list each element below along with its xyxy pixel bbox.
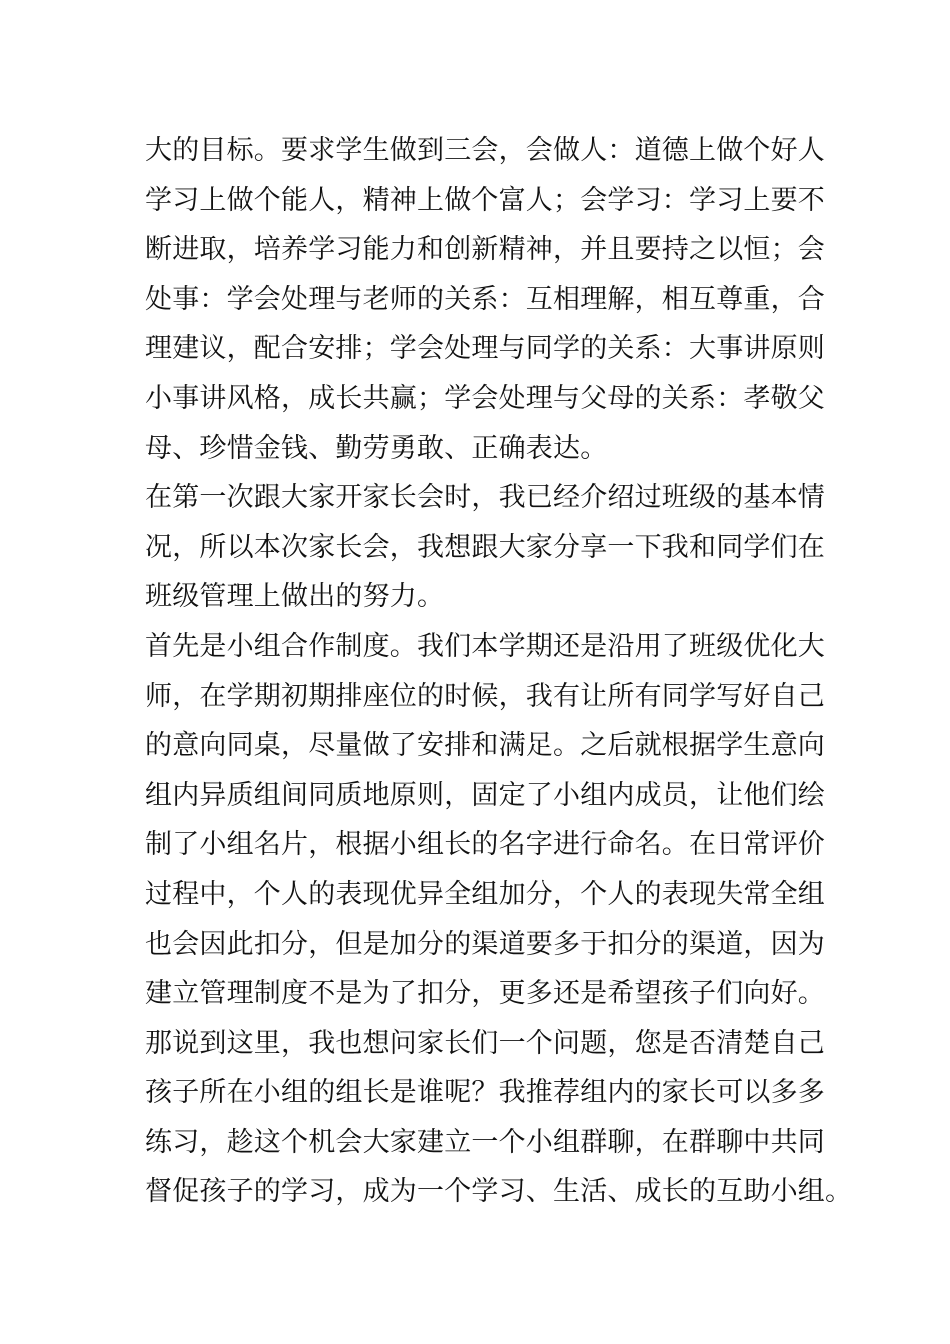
text-line-21: 练习，趁这个机会大家建立一个小组群聊，在群聊中共同 [145,1126,825,1158]
body-text [145,126,853,1217]
text-line-19: 那说到这里，我也想问家长们一个问题，您是否清楚自己 [145,1027,825,1059]
text-line-16: 过程中，个人的表现优异全组加分，个人的表现失常全组 [145,878,825,910]
text-line-20: 孩子所在小组的组长是谁呢？我推荐组内的家长可以多多 [145,1077,825,1109]
text-line-9: 况，所以本次家长会，我想跟大家分享一下我和同学们在 [145,531,825,563]
text-line-8: 在第一次跟大家开家长会时，我已经介绍过班级的基本情 [145,482,825,514]
text-line-15: 制了小组名片，根据小组长的名字进行命名。在日常评价 [145,829,825,861]
text-line-11: 首先是小组合作制度。我们本学期还是沿用了班级优化大 [145,630,825,662]
text-line-3: 断进取，培养学习能力和创新精神，并且要持之以恒；会 [145,234,825,266]
text-line-17: 也会因此扣分，但是加分的渠道要多于扣分的渠道，因为 [145,928,825,960]
text-line-18: 建立管理制度不是为了扣分，更多还是希望孩子们向好。 [145,978,825,1010]
text-line-2: 学习上做个能人，精神上做个富人；会学习：学习上要不 [145,184,825,216]
text-line-13: 的意向同桌，尽量做了安排和满足。之后就根据学生意向 [145,730,825,762]
text-line-12: 师，在学期初期排座位的时候，我有让所有同学写好自己 [145,680,825,712]
text-line-4: 处事：学会处理与老师的关系：互相理解，相互尊重，合 [145,283,825,315]
text-line-22: 督促孩子的学习，成为一个学习、生活、成长的互助小组。 [145,1176,853,1208]
text-line-6: 小事讲风格，成长共赢；学会处理与父母的关系：孝敬父 [145,382,825,414]
text-line-5: 理建议，配合安排；学会处理与同学的关系：大事讲原则 [145,333,825,365]
text-line-7: 母、珍惜金钱、勤劳勇敢、正确表达。 [145,432,608,464]
text-line-14: 组内异质组间同质地原则，固定了小组内成员，让他们绘 [145,779,825,811]
text-line-10: 班级管理上做出的努力。 [145,581,445,613]
text-line-1: 大的目标。要求学生做到三会，会做人：道德上做个好人 [145,135,825,166]
